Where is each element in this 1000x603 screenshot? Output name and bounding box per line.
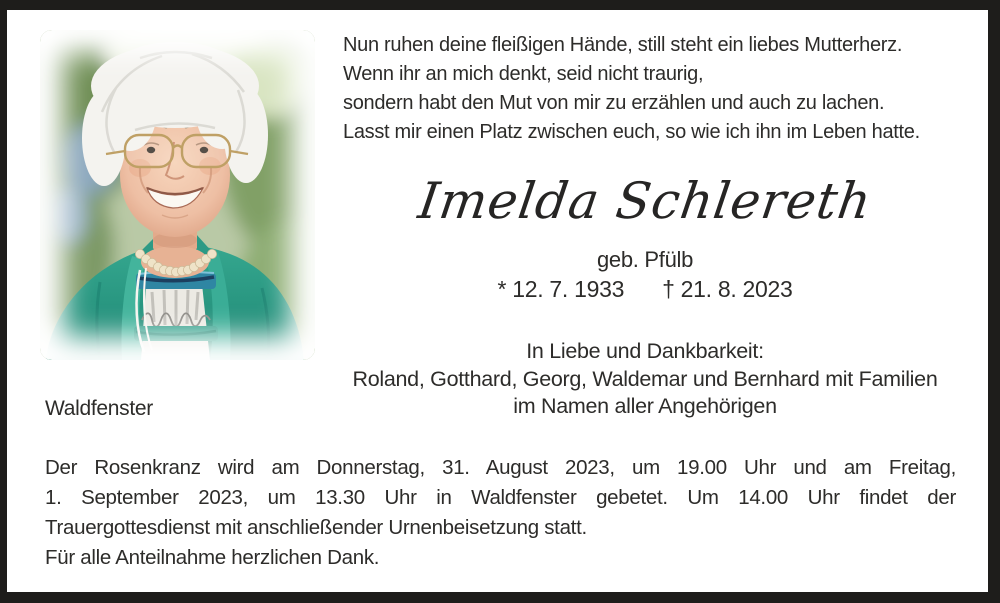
frame-border-right [988,0,1000,603]
thanks-line: Für alle Anteilnahme herzlichen Dank. [45,546,380,569]
deceased-name: Imelda Schlereth [414,172,876,230]
death-date: † 21. 8. 2023 [662,276,793,302]
maiden-name: geb. Pfülb [596,247,694,272]
funeral-announcement [45,453,956,573]
frame-border-top [0,0,1000,10]
photo-blouse [134,272,218,360]
birth-date: * 12. 7. 1933 [497,276,625,302]
frame-border-left [0,0,7,603]
portrait-photo [40,30,315,360]
poem-line: Nun ruhen deine fleißigen Hände, still steht ein liebes Mutterherz. [343,34,903,56]
poem-line: Lasst mir einen Platz zwischen euch, so wie ich ihn im Leben hatte. [343,121,920,143]
closing-line: im Namen aller Angehörigen [513,394,777,418]
deceased-name-block [343,172,947,230]
life-dates [343,276,947,303]
announcement-line: Trauergottesdienst mit anschließender Urnenbeisetzung statt. [45,516,587,539]
portrait-photo-illustration [40,30,315,360]
poem-line: sondern habt den Mut von mir zu erzählen und auch zu lachen. [343,92,885,114]
poem-line: Wenn ihr an mich denkt, seid nicht traurig, [343,63,704,85]
place-name: Waldfenster [45,397,153,420]
closing-block [343,338,947,421]
memorial-poem [343,31,920,147]
closing-line: In Liebe und Dankbarkeit: [526,339,764,363]
frame-border-bottom [0,592,1000,603]
announcement-line: Der Rosenkranz wird am Donnerstag, 31. August 2023, um 19.00 Uhr und am Freitag, [45,456,956,479]
announcement-line: 1. September 2023, um 13.30 Uhr in Waldfenster gebetet. Um 14.00 Uhr findet der [45,486,956,509]
family-names-line: Roland, Gotthard, Georg, Waldemar und Bernhard mit Familien [352,366,938,391]
